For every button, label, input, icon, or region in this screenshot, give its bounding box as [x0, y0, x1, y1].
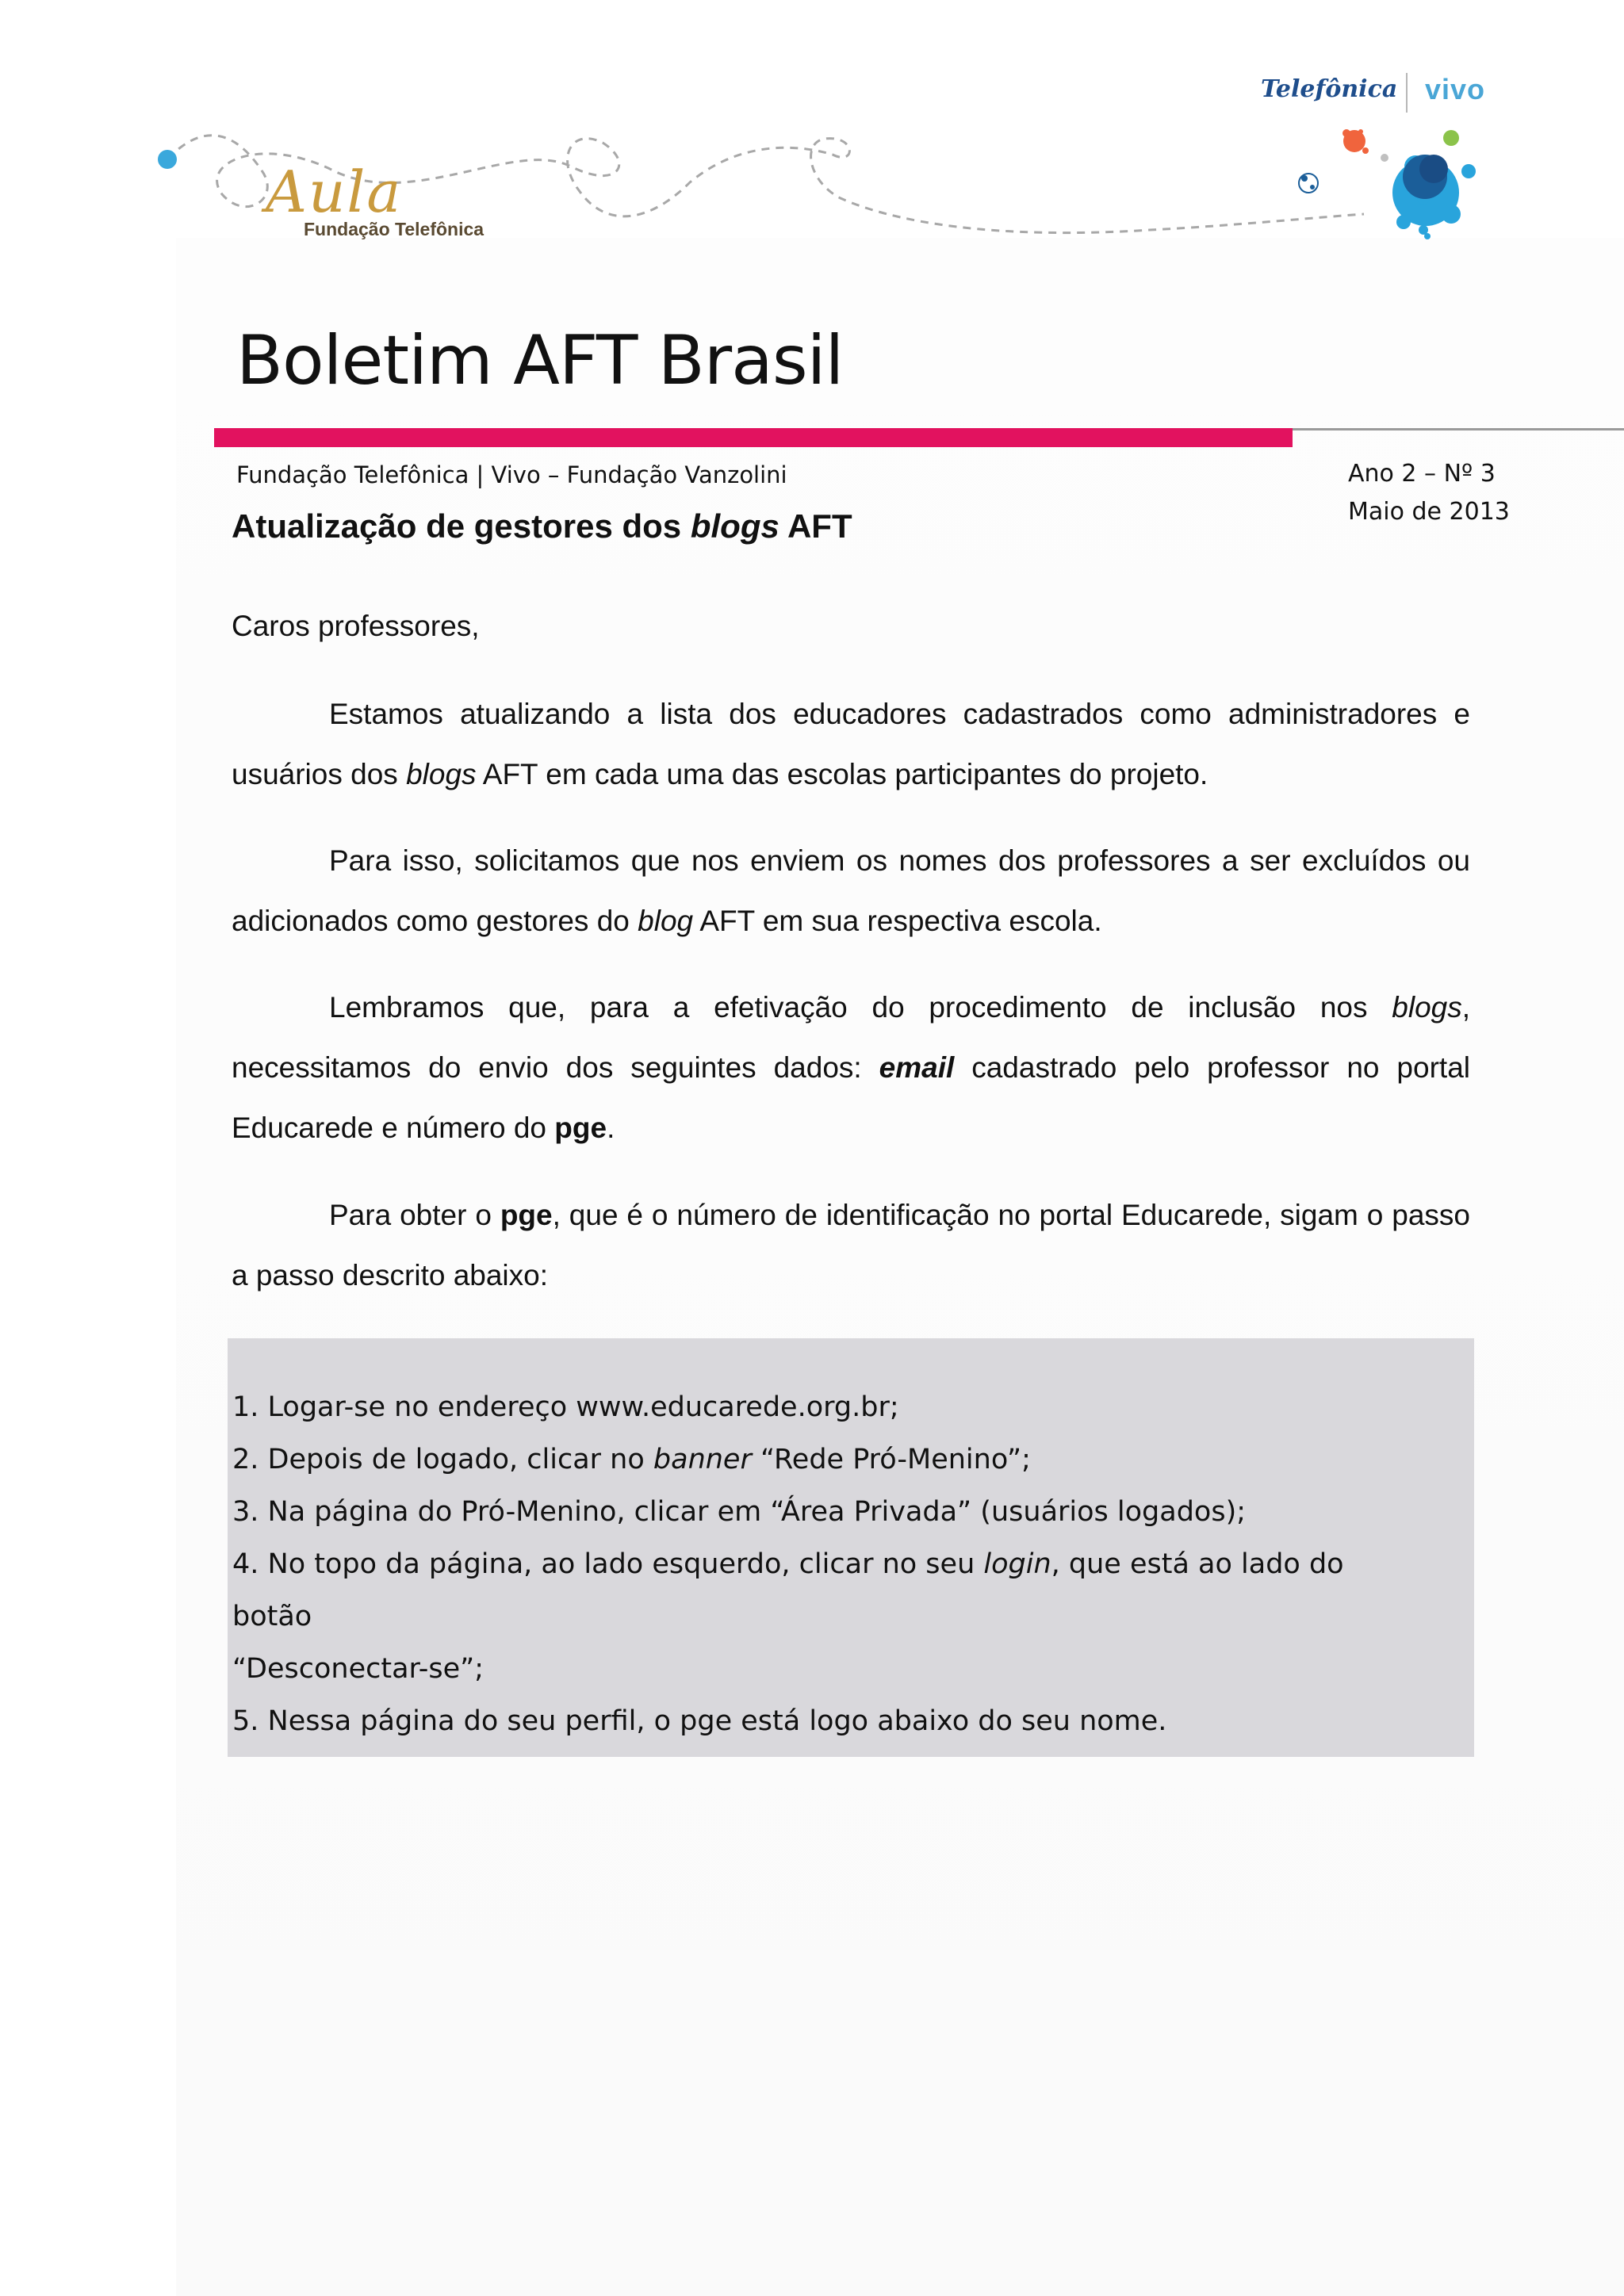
- vivo-logo: vivo: [1425, 73, 1486, 105]
- step-5: 5. Nessa página do seu perfil, o pge está logo abaixo do seu nome.: [232, 1705, 1167, 1737]
- step-4-text: 4. No topo da página, ao lado esquerdo, clicar no seu: [232, 1548, 984, 1580]
- p3-italic: blogs: [1392, 991, 1462, 1024]
- telefonica-logo: Telefônica: [1261, 75, 1398, 103]
- headline-text: Atualização de gestores dos: [232, 507, 691, 545]
- p2-text: Para isso, solicitamos que nos enviem os nomes dos professores a ser excluídos ou adicionados como gestores do: [232, 844, 1470, 937]
- p3-email-emphasis: email: [879, 1051, 955, 1084]
- step-2-text: 2. Depois de logado, clicar no: [232, 1444, 653, 1475]
- title-rule: [1293, 428, 1624, 430]
- headline-text-end: AFT: [779, 507, 852, 545]
- step-2-italic: banner: [653, 1444, 752, 1475]
- p3-text-end: .: [607, 1112, 615, 1144]
- steps-list: [232, 1381, 1422, 1747]
- p3-text: Lembramos que, para a efetivação do procedimento de inclusão nos: [329, 991, 1392, 1024]
- step-2-text-end: “Rede Pró-Menino”;: [751, 1444, 1031, 1475]
- paragraph-2: [232, 831, 1470, 951]
- blue-dot: [158, 150, 177, 169]
- p1-text-end: AFT em cada uma das escolas participantes do projeto.: [476, 758, 1208, 790]
- step-3: 3. Na página do Pró-Menino, clicar em “Área Privada” (usuários logados);: [232, 1496, 1247, 1528]
- p3-pge-emphasis: pge: [554, 1112, 607, 1144]
- headline-italic: blogs: [690, 507, 779, 545]
- issue-date: Maio de 2013: [1348, 498, 1510, 526]
- p4-pge-emphasis: pge: [500, 1199, 553, 1231]
- aula-logo-word: Aula: [266, 159, 403, 225]
- p4-text-end: , que é o número de identificação no portal Educarede, sigam o passo a passo descrito abaixo:: [232, 1199, 1470, 1292]
- header-decoration: [0, 0, 1624, 270]
- aula-logo-subtitle: Fundação Telefônica: [304, 219, 485, 239]
- organizations-line: Fundação Telefônica | Vivo – Fundação Vanzolini: [236, 461, 787, 488]
- p2-italic: blog: [638, 905, 694, 937]
- issue-info: [1348, 455, 1510, 531]
- p4-text: Para obter o: [329, 1199, 500, 1231]
- step-4-text-end: , que está ao lado do botão: [232, 1548, 1344, 1632]
- paragraph-4: [232, 1185, 1470, 1306]
- p2-text-end: AFT em sua respectiva escola.: [693, 905, 1102, 937]
- p1-text: Estamos atualizando a lista dos educadores cadastrados como administradores e usuários dos: [232, 698, 1470, 790]
- step-2: [232, 1433, 1422, 1486]
- paragraph-3: [232, 978, 1470, 1158]
- step-1: 1. Logar-se no endereço www.educarede.org.br;: [232, 1391, 899, 1423]
- headline: [232, 507, 852, 545]
- step-4-continuation: “Desconectar-se”;: [232, 1653, 485, 1685]
- p3-text-3: cadastrado pelo professor no portal Educarede e número do: [232, 1051, 1470, 1144]
- greeting: Caros professores,: [232, 610, 480, 642]
- bulletin-title: Boletim AFT Brasil: [236, 321, 844, 400]
- p3-text-2: , necessitamos do envio dos seguintes dados:: [232, 991, 1470, 1084]
- paragraph-1: [232, 684, 1470, 805]
- step-4: [232, 1538, 1422, 1643]
- brand-divider: [1406, 73, 1408, 113]
- step-4-italic: login: [983, 1548, 1051, 1580]
- p1-italic: blogs: [406, 758, 477, 790]
- issue-number: Ano 2 – Nº 3: [1348, 460, 1496, 488]
- title-accent-bar: [214, 428, 1293, 447]
